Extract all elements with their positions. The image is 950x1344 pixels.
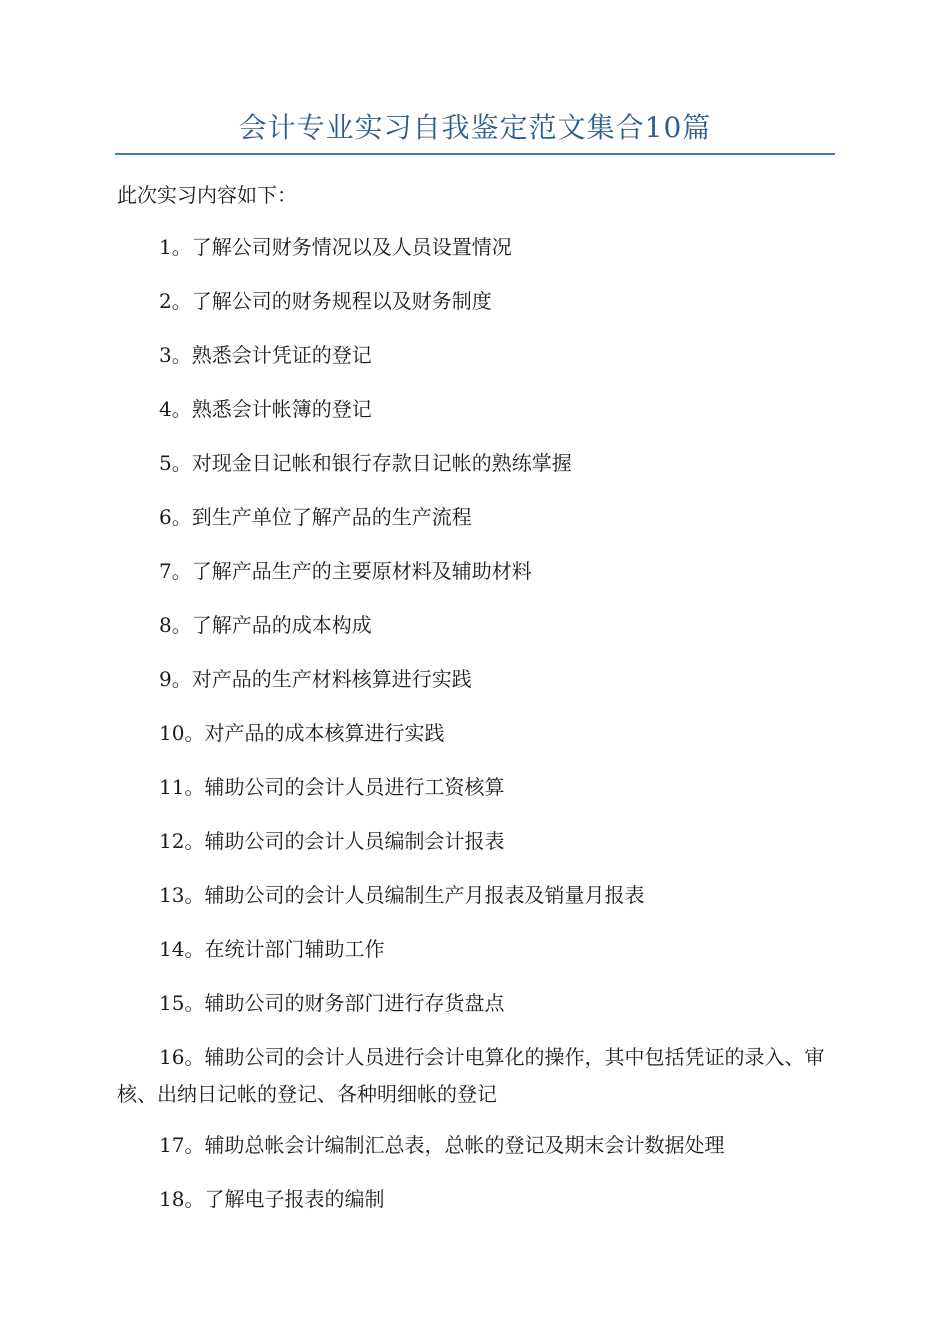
list-item: 7。了解产品生产的主要原材料及辅助材料 xyxy=(159,559,532,583)
list-item: 16。辅助公司的会计人员进行会计电算化的操作，其中包括凭证的录入、审核、出纳日记帐的登记、各种明细帐的登记 xyxy=(117,1045,825,1106)
list-item: 14。在统计部门辅助工作 xyxy=(159,937,385,961)
list-item: 10。对产品的成本核算进行实践 xyxy=(159,721,445,745)
list-item: 6。到生产单位了解产品的生产流程 xyxy=(159,505,472,529)
list-item: 11。辅助公司的会计人员进行工资核算 xyxy=(159,775,505,799)
page-title: 会计专业实习自我鉴定范文集合10篇 xyxy=(238,111,712,144)
list-item: 1。了解公司财务情况以及人员设置情况 xyxy=(159,235,512,259)
list-item: 5。对现金日记帐和银行存款日记帐的熟练掌握 xyxy=(159,451,572,475)
list-item: 17。辅助总帐会计编制汇总表，总帐的登记及期末会计数据处理 xyxy=(159,1133,725,1157)
list-item: 9。对产品的生产材料核算进行实践 xyxy=(159,667,472,691)
list-item: 15。辅助公司的财务部门进行存货盘点 xyxy=(159,991,505,1015)
list-item: 4。熟悉会计帐簿的登记 xyxy=(159,397,372,421)
list-item: 12。辅助公司的会计人员编制会计报表 xyxy=(159,829,505,853)
intro-text: 此次实习内容如下： xyxy=(117,183,297,207)
list-item: 2。了解公司的财务规程以及财务制度 xyxy=(159,289,492,313)
list-item: 3。熟悉会计凭证的登记 xyxy=(159,343,372,367)
title-underline xyxy=(115,153,835,155)
list-item: 8。了解产品的成本构成 xyxy=(159,613,372,637)
list-item: 13。辅助公司的会计人员编制生产月报表及销量月报表 xyxy=(159,883,645,907)
list-item: 18。了解电子报表的编制 xyxy=(159,1187,385,1211)
